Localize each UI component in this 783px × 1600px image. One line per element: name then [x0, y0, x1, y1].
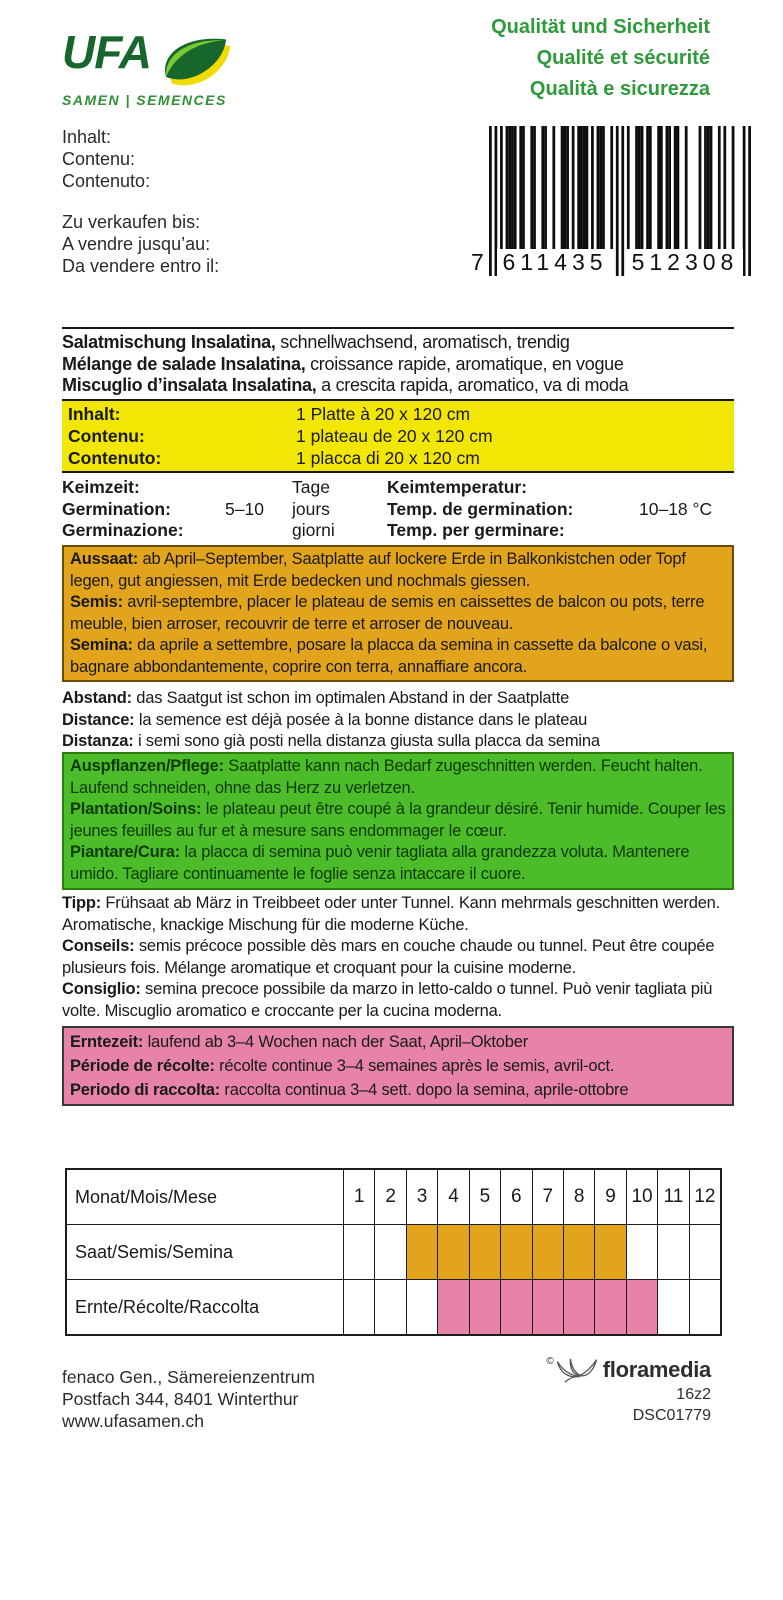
para-lead: Distance:: [62, 710, 135, 729]
germination-label-de: Keimzeit:: [62, 477, 140, 497]
floramedia-wordmark: floramedia: [602, 1357, 711, 1382]
month-header-cell: 10: [626, 1170, 657, 1224]
title-rest: croissance rapide, aromatique, en vogue: [305, 353, 624, 374]
harvest-para-it: [70, 1078, 726, 1102]
title-line-de: [62, 332, 734, 354]
month-cell: [374, 1280, 405, 1334]
barcode-digits-right: 512308: [627, 249, 742, 276]
para-lead: Conseils:: [62, 937, 135, 955]
sowing-para-de: [70, 549, 726, 592]
month-cell: [626, 1280, 657, 1334]
month-cell: [500, 1225, 531, 1279]
tip-para-de: [62, 893, 734, 936]
month-cell: [563, 1225, 594, 1279]
leaf-icon: [153, 28, 231, 90]
sellby-label-it: Da vendere entro il:: [62, 256, 220, 276]
month-cell: [689, 1280, 720, 1334]
month-cell: [689, 1225, 720, 1279]
title-line-it: [62, 375, 734, 397]
quality-line-fr: Qualité et sécurité: [536, 47, 710, 69]
content-row-label: Contenu:: [68, 426, 145, 446]
month-cell: [343, 1225, 374, 1279]
content-label-it: Contenuto:: [62, 171, 151, 191]
germination-temp-labels: [387, 477, 639, 542]
month-cell: [594, 1225, 625, 1279]
sellby-label-de: Zu verkaufen bis:: [62, 212, 201, 232]
title-lead: Miscuglio d’insalata Insalatina,: [62, 375, 317, 395]
print-credits: [546, 1356, 711, 1426]
month-header-cell: 3: [406, 1170, 437, 1224]
month-cell: [594, 1280, 625, 1334]
month-cell: [532, 1280, 563, 1334]
para-text: laufend ab 3–4 Wochen nach der Saat, April–Oktober: [143, 1033, 529, 1051]
para-lead: Piantare/Cura:: [70, 843, 180, 861]
sellby-label-fr: A vendre jusqu’au:: [62, 234, 211, 254]
ufa-logo: [62, 26, 242, 108]
content-row-value: 1 Platte à 20 x 120 cm: [296, 404, 471, 424]
flower-icon: [555, 1356, 599, 1384]
para-text: semis précoce possible dès mars en couche chaude ou tunnel. Peut être coupée plusieurs fois. Mélange aromatique et croquant pour la cuisine moderne.: [62, 937, 715, 977]
harvest-para-fr: [70, 1054, 726, 1078]
month-cell: [406, 1225, 437, 1279]
content-row-it: [68, 447, 728, 469]
spacing-section: [62, 688, 734, 753]
ufa-logo-subtitle: SAMEN | SEMENCES: [62, 92, 227, 108]
germination-units: [292, 477, 387, 542]
month-header-cell: 4: [437, 1170, 468, 1224]
month-cell: [626, 1225, 657, 1279]
para-lead: Semina:: [70, 636, 133, 654]
para-lead: Consiglio:: [62, 980, 141, 998]
para-text: récolte continue 3–4 semaines après le semis, avril-oct.: [214, 1057, 615, 1075]
sowing-box: [62, 545, 734, 682]
month-cell: [563, 1280, 594, 1334]
para-lead: Periodo di raccolta:: [70, 1081, 221, 1099]
calendar-row-label: Ernte/Récolte/Raccolta: [75, 1296, 260, 1317]
title-rest: schnellwachsend, aromatisch, trendig: [275, 332, 570, 352]
barcode-digit-first: 7: [471, 249, 484, 275]
calendar-row-label: Saat/Semis/Semina: [75, 1241, 234, 1262]
address-line: www.ufasamen.ch: [62, 1411, 205, 1431]
address-line: fenaco Gen., Sämereienzentrum: [62, 1367, 315, 1387]
barcode-digits-left: 611435: [497, 249, 612, 276]
ufa-logo-text: UFA: [62, 26, 151, 78]
print-code-1: 16z2: [676, 1386, 711, 1403]
unit-it: giorni: [292, 520, 335, 540]
germination-temp-value: 10–18 °C: [639, 498, 713, 519]
floramedia-logo: [546, 1356, 711, 1384]
care-para-it: [70, 842, 726, 885]
unit-de: Tage: [292, 477, 330, 497]
title-rest: a crescita rapida, aromatico, va di moda: [316, 375, 629, 395]
germination-section: [62, 477, 734, 542]
month-cell: [469, 1225, 500, 1279]
copyright-symbol: ©: [546, 1356, 554, 1367]
month-header-cell: 6: [500, 1170, 531, 1224]
spacing-para-fr: [62, 710, 734, 732]
para-text: da aprile a settembre, posare la placca da semina in cassette da balcone o vasi, bagnare abbondantemente, coprire con terra, annaffiare ancora.: [70, 636, 708, 676]
temp-label-it: Temp. per germinare:: [387, 520, 565, 540]
para-lead: Abstand:: [62, 689, 132, 707]
calendar-header-label: Monat/Mois/Mese: [75, 1186, 218, 1207]
para-lead: Plantation/Soins:: [70, 800, 202, 818]
calendar-data-row: [67, 1224, 720, 1279]
content-label-de: Inhalt:: [62, 127, 112, 147]
month-cell: [437, 1225, 468, 1279]
quality-slogan: [491, 12, 710, 105]
content-row-label: Inhalt:: [68, 404, 121, 424]
para-lead: Période de récolte:: [70, 1057, 215, 1075]
tip-para-it: [62, 979, 734, 1022]
care-box: [62, 752, 734, 890]
para-text: le plateau peut être coupé à la grandeur désiré. Tenir humide. Couper les jeunes feuilles au fur et à mesure sans endommager le cœur.: [70, 800, 726, 840]
para-lead: Erntezeit:: [70, 1033, 144, 1051]
content-row-value: 1 plateau de 20 x 120 cm: [296, 426, 493, 446]
month-header-cell: 1: [343, 1170, 374, 1224]
month-header-cell: 2: [374, 1170, 405, 1224]
month-header-cell: 7: [532, 1170, 563, 1224]
content-row-fr: [68, 425, 728, 447]
germination-days: 5–10: [225, 498, 264, 519]
temp-label-fr: Temp. de germination:: [387, 498, 574, 519]
spacing-para-de: [62, 688, 734, 710]
para-text: avril-septembre, placer le plateau de semis en caissettes de balcon ou pots, terre meuble, bien arroser, recouvrir de terre et arroser de nouveau.: [70, 593, 705, 633]
para-text: Frühsaat ab März in Treibbeet oder unter Tunnel. Kann mehrmals geschnitten werden. Aromatische, knackige Mischung für die moderne Küche.: [62, 894, 721, 934]
month-cell: [406, 1280, 437, 1334]
para-text: la semence est déjà posée à la bonne distance dans le plateau: [134, 710, 588, 729]
month-cell: [657, 1225, 688, 1279]
content-field-labels: [62, 126, 150, 192]
month-cell: [469, 1280, 500, 1334]
germination-label-it: Germinazione:: [62, 520, 184, 540]
divider-rule: [62, 327, 734, 329]
title-lead: Mélange de salade Insalatina,: [62, 353, 306, 374]
harvest-para-de: [70, 1030, 726, 1054]
para-text: Saatplatte kann nach Bedarf zugeschnitten werden. Feucht halten. Laufend schneiden, ohne das Herz zu verletzen.: [70, 757, 703, 797]
para-text: raccolta continua 3–4 sett. dopo la semina, aprile-ottobre: [220, 1081, 629, 1099]
para-lead: Aussaat:: [70, 550, 139, 568]
para-lead: Distanza:: [62, 732, 134, 750]
quality-line-de: Qualität und Sicherheit: [491, 16, 710, 38]
temp-label-de: Keimtemperatur:: [387, 477, 528, 497]
spacing-para-it: [62, 731, 734, 753]
para-lead: Tipp:: [62, 894, 102, 912]
month-cell: [437, 1280, 468, 1334]
calendar-table: [65, 1168, 722, 1336]
print-code-2: DSC01779: [632, 1407, 711, 1424]
month-cell: [532, 1225, 563, 1279]
content-row-de: [68, 403, 728, 425]
content-label-fr: Contenu:: [62, 149, 136, 169]
content-row-label: Contenuto:: [68, 448, 162, 468]
para-text: i semi sono già posti nella distanza giusta sulla placca da semina: [133, 732, 600, 750]
para-text: ab April–September, Saatplatte auf lockere Erde in Balkonkistchen oder Topf legen, gut angiessen, mit Erde bedecken und nochmals giessen.: [70, 550, 686, 590]
germination-labels: [62, 477, 225, 542]
month-cell: [657, 1280, 688, 1334]
month-cell: [500, 1280, 531, 1334]
month-header-cell: 8: [563, 1170, 594, 1224]
sowing-para-fr: [70, 592, 726, 635]
month-header-cell: 5: [469, 1170, 500, 1224]
para-text: das Saatgut ist schon im optimalen Abstand in der Saatplatte: [131, 689, 570, 707]
tip-para-fr: [62, 936, 734, 979]
para-lead: Semis:: [70, 593, 123, 611]
care-para-fr: [70, 799, 726, 842]
month-header-cell: 9: [594, 1170, 625, 1224]
unit-fr: jours: [292, 498, 330, 519]
para-text: la placca di semina può venir tagliata alla grandezza voluta. Mantenere umido. Tagliare continuamente le foglie senza intaccare il cuore.: [70, 843, 690, 883]
publisher-address: [62, 1366, 315, 1432]
germination-label-fr: Germination:: [62, 498, 171, 519]
month-cell: [343, 1280, 374, 1334]
sell-by-field-labels: [62, 211, 219, 277]
month-header-cell: 11: [657, 1170, 688, 1224]
tip-section: [62, 893, 734, 1022]
barcode: [471, 126, 751, 276]
para-lead: Auspflanzen/Pflege:: [70, 757, 224, 775]
content-row-value: 1 placca di 20 x 120 cm: [296, 448, 480, 468]
address-line: Postfach 344, 8401 Winterthur: [62, 1389, 299, 1409]
month-cell: [374, 1225, 405, 1279]
quality-line-it: Qualità e sicurezza: [529, 78, 710, 100]
title-line-fr: [62, 354, 734, 376]
calendar-header-row: [67, 1170, 720, 1224]
harvest-box: [62, 1026, 734, 1106]
content-box: [62, 399, 734, 473]
title-lead: Salatmischung Insalatina,: [62, 332, 276, 352]
calendar-data-row: [67, 1279, 720, 1334]
product-title: [62, 332, 734, 397]
sowing-para-it: [70, 635, 726, 678]
care-para-de: [70, 756, 726, 799]
para-text: semina precoce possibile da marzo in letto-caldo o tunnel. Può venir tagliata più volte. Miscuglio aromatico e croccante per la cucina moderna.: [62, 980, 713, 1020]
month-header-cell: 12: [689, 1170, 720, 1224]
